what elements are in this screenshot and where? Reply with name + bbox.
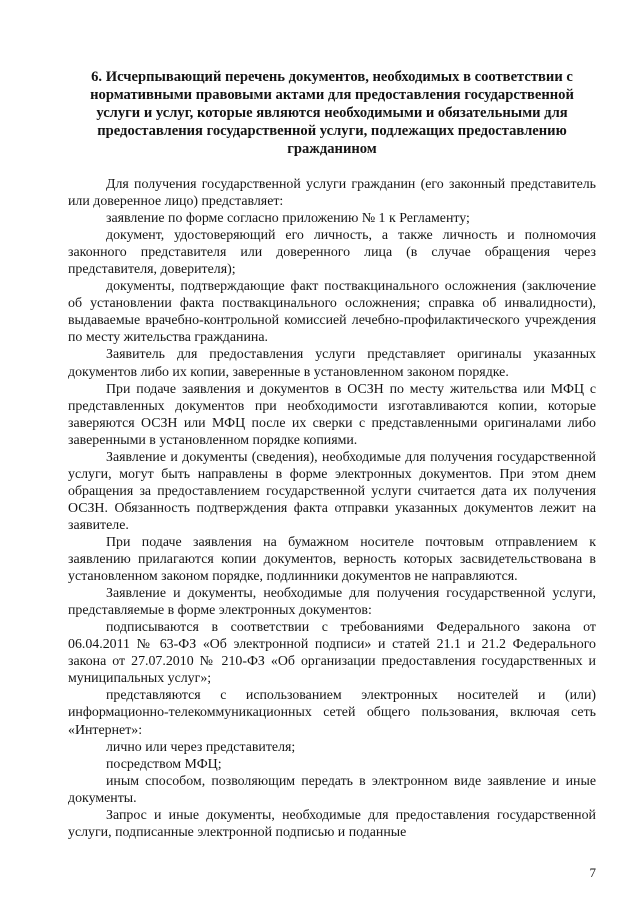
paragraph: документы, подтверждающие факт поствакцинального осложнения (заключение об установлении факта поствакцинального осложнения; справка об инвалидности), выдаваемые врачебно-контрольной комиссией лечебно-профилактического учреждения по месту жительства гражданина.: [68, 279, 596, 346]
paragraph: посредством МФЦ;: [106, 756, 222, 772]
paragraph: лично или через представителя;: [106, 739, 296, 755]
paragraph: Заявление и документы (сведения), необходимые для получения государственной услуги, могут быть направлены в форме электронных документов. При этом днем обращения за предоставлением государственной услуги считается дата их получения ОСЗН. Обязанность подтверждения факта отправки указанных документов лежит на заявителе.: [68, 449, 596, 533]
paragraph: Заявление и документы, необходимые для получения государственной услуги, представляемые в форме электронных документов:: [68, 586, 596, 619]
paragraph: При подаче заявления и документов в ОСЗН по месту жительства или МФЦ с представленных документов при необходимости изготавливаются копии, которые заверяются ОСЗН или МФЦ после их сверки с представленными оригиналами либо заверенными в установленном порядке копиями.: [68, 381, 596, 448]
paragraph: Запрос и иные документы, необходимые для предоставления государственной услуги, подписанные электронной подписью и поданные: [68, 807, 596, 840]
document-body: [68, 176, 596, 841]
paragraph: иным способом, позволяющим передать в электронном виде заявление и иные документы.: [68, 773, 596, 806]
paragraph: подписываются в соответствии с требованиями Федерального закона от 06.04.2011 № 63-ФЗ «Об электронной подписи» и статей 21.1 и 21.2 Федерального закона от 27.07.2010 № 210-ФЗ «Об организации предоставления государственных и муниципальных услуг»;: [68, 620, 596, 687]
paragraph: Заявитель для предоставления услуги представляет оригиналы указанных документов либо их копии, заверенные в установленном законом порядке.: [68, 347, 596, 380]
paragraph: Для получения государственной услуги гражданин (его законный представитель или доверенное лицо) представляет:: [68, 177, 596, 210]
section-heading: 6. Исчерпывающий перечень документов, необходимых в соответствии с нормативными правовыми актами для предоставления государственной услуги и услуг, которые являются необходимыми и обязательными для предоставления государственной услуги, подлежащих предоставлению гражданином: [90, 69, 574, 157]
paragraph: представляются с использованием электронных носителей и (или) информационно-телекоммуникационных сетей общего пользования, включая сеть «Интернет»:: [68, 688, 596, 738]
page-number: 7: [589, 865, 596, 880]
paragraph: При подаче заявления на бумажном носителе почтовым отправлением к заявлению прилагаются копии документов, верность которых засвидетельствована в установленном законом порядке, подлинники документов не направляются.: [68, 534, 596, 585]
paragraph: заявление по форме согласно приложению № 1 к Регламенту;: [106, 211, 470, 227]
paragraph: документ, удостоверяющий его личность, а также личность и полномочия законного представителя или доверенного лица (в случае обращения через представителя, доверителя);: [68, 228, 596, 278]
document-page: [68, 68, 596, 841]
